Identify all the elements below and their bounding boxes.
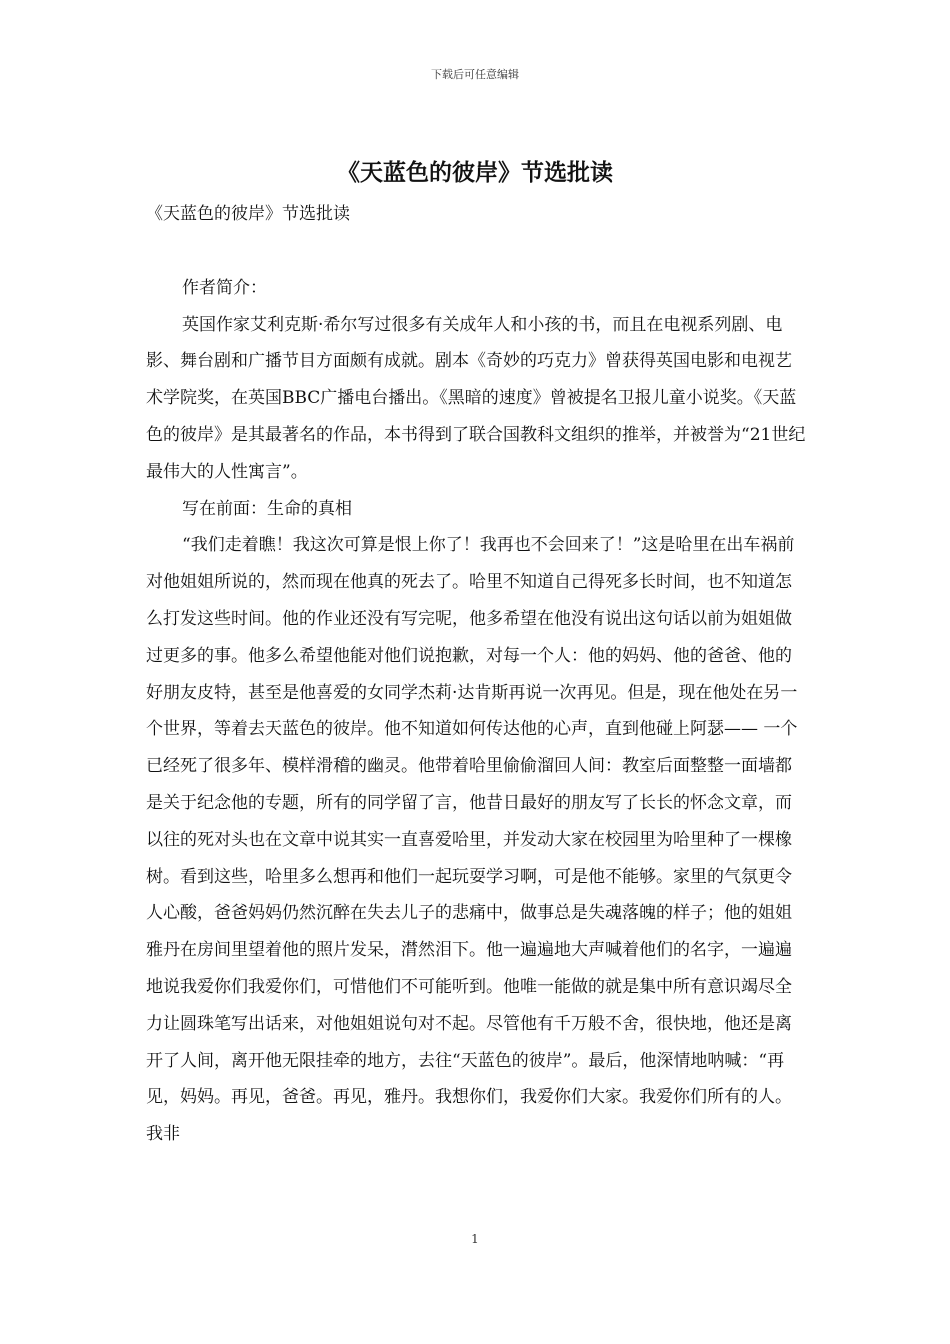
paragraph-story-summary: “我们走着瞧！我这次可算是恨上你了！我再也不会回来了！”这是哈里在出车祸前对他姐姐所说的，然而现在他真的死去了。哈里不知道自己得死多长时间，也不知道怎么打发这些时间。他的作业还没有写完呢，他多希望在他没有说出这句话以前为姐姐做过更多的事。他多么希望他能对他们说抱歉，对每一个人：他的妈妈、他的爸爸、他的好朋友皮特，甚至是他喜爱的女同学杰莉·达肯斯再说一次再见。但是，现在他处在另一个世界，等着去天蓝色的彼岸。他不知道如何传达他的心声，直到他碰上阿瑟—— 一个已经死了很多年、模样滑稽的幽灵。他带着哈里偷偷溜回人间：教室后面整整一面墙都是关于纪念他的专题，所有的同学留了言，他昔日最好的朋友写了长长的怀念文章，而以往的死对头也在文章中说其实一直喜爱哈里，并发动大家在校园里为哈里种了一棵橡树。看到这些，哈里多么想再和他们一起玩耍学习啊，可是他不能够。家里的气氛更令人心酸，爸爸妈妈仍然沉醉在失去儿子的悲痛中，做事总是失魂落魄的样子；他的姐姐雅丹在房间里望着他的照片发呆，潸然泪下。他一遍遍地大声喊着他们的名字，一遍遍地说我爱你们我爱你们，可惜他们不可能听到。他唯一能做的就是集中所有意识竭尽全力让圆珠笔写出话来，对他姐姐说句对不起。尽管他有千万般不舍，很快地，他还是离开了人间，离开他无限挂牵的地方，去往“天蓝色的彼岸”。最后，他深情地呐喊：“再见，妈妈。再见，爸爸。再见，雅丹。我想你们，我爱你们大家。我爱你们所有的人。我非 [146,535,798,1145]
paragraph-author-intro: 英国作家艾利克斯·希尔写过很多有关成年人和小孩的书，而且在电视系列剧、电影、舞台剧和广播节目方面颇有成就。剧本《奇妙的巧克力》曾获得英国电影和电视艺术学院奖，在英国BBC广播电台播出。《黑暗的速度》曾被提名卫报儿童小说奖。《天蓝色的彼岸》是其最著名的作品，本书得到了联合国教科文组织的推举，并被誉为“21世纪最伟大的人性寓言”。 [146,314,806,482]
page-number: 1 [471,1232,479,1246]
section-heading-author: 作者简介： [182,277,267,298]
document-title: 《天蓝色的彼岸》节选批读 [337,159,613,186]
document-subtitle: 《天蓝色的彼岸》节选批读 [146,204,350,224]
page-header: 下载后可任意编辑 [431,68,519,81]
document-body [146,196,806,1153]
section-heading-preface: 写在前面：生命的真相 [182,498,352,519]
blank-line [146,233,806,270]
